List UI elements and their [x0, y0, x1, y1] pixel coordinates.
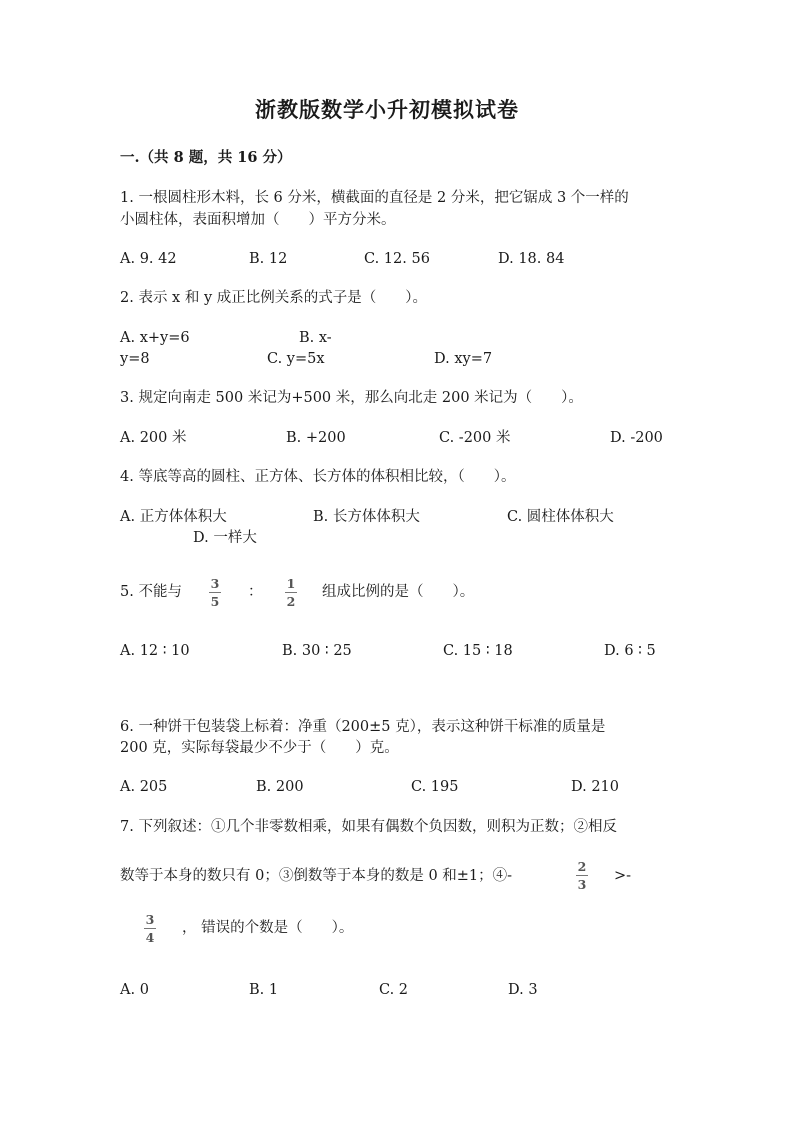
question-3-stem: 3. 规定向南走 500 米记为+500 米，那么向北走 200 米记为（ ）。	[120, 390, 583, 406]
question-7-greater-than: >-	[614, 868, 632, 884]
question-5-prefix: 5. 不能与	[120, 584, 182, 600]
question-7-line-3: ， 错误的个数是（ ）。	[182, 920, 354, 936]
question-7-option-a: A. 0	[120, 982, 149, 998]
fraction-numerator: 3	[210, 576, 220, 591]
fraction-bar	[144, 928, 156, 929]
question-6-option-c: C. 195	[411, 779, 459, 795]
question-4-option-d: D. 一样大	[193, 530, 257, 546]
fraction-denominator: 3	[577, 877, 587, 892]
question-2-option-d: D. xy=7	[434, 351, 493, 367]
question-3-option-d: D. -200	[610, 430, 663, 446]
question-1-option-a: A. 9. 42	[120, 251, 177, 267]
question-2-option-b-part-2: y=8	[120, 351, 150, 367]
fraction-bar	[576, 875, 588, 876]
question-2-option-a: A. x+y=6	[120, 330, 190, 346]
question-1-option-d: D. 18. 84	[498, 251, 565, 267]
fraction-denominator: 4	[145, 930, 155, 945]
fraction-bar	[209, 592, 221, 593]
question-7-line-1: 7. 下列叙述：①几个非零数相乘，如果有偶数个负因数，则积为正数；②相反	[120, 819, 617, 835]
question-7-option-d: D. 3	[508, 982, 538, 998]
question-2-stem: 2. 表示 x 和 y 成正比例关系的式子是（ ）。	[120, 290, 427, 306]
question-6-line-1: 6. 一种饼干包装袋上标着：净重（200±5 克），表示这种饼干标准的质量是	[120, 719, 606, 735]
question-1-line-1: 1. 一根圆柱形木料，长 6 分米，横截面的直径是 2 分米，把它锯成 3 个一样的	[120, 190, 629, 206]
question-7-option-c: C. 2	[379, 982, 409, 998]
question-3-option-b: B. +200	[286, 430, 346, 446]
question-5-colon: ：	[248, 584, 263, 600]
question-6-option-b: B. 200	[256, 779, 304, 795]
question-4-option-c: C. 圆柱体体积大	[507, 509, 614, 525]
fraction-numerator: 1	[286, 576, 296, 591]
fraction-numerator: 2	[577, 859, 587, 874]
question-3-option-c: C. -200 米	[439, 430, 511, 446]
question-6-line-2: 200 克，实际每袋最少不少于（ ）克。	[120, 740, 399, 756]
question-1-option-b: B. 12	[249, 251, 288, 267]
page-title: 浙教版数学小升初模拟试卷	[255, 97, 519, 122]
question-4-option-b: B. 长方体体积大	[313, 509, 420, 525]
question-3-option-a: A. 200 米	[120, 430, 187, 446]
question-5-option-a: A. 12 ∶ 10	[120, 643, 190, 659]
section-heading: 一.（共 8 题，共 16 分）	[120, 149, 292, 166]
fraction-bar	[285, 592, 297, 593]
fraction-denominator: 5	[210, 594, 220, 609]
question-7-fraction-2	[144, 912, 156, 945]
question-7-option-b: B. 1	[249, 982, 279, 998]
question-5-option-d: D. 6 ∶ 5	[604, 643, 656, 659]
question-5-option-c: C. 15 ∶ 18	[443, 643, 513, 659]
question-7-line-2: 数等于本身的数只有 0；③倒数等于本身的数是 0 和±1；④-	[120, 868, 513, 884]
fraction-numerator: 3	[145, 912, 155, 927]
question-2-option-c: C. y=5x	[267, 351, 325, 367]
question-4-stem: 4. 等底等高的圆柱、正方体、长方体的体积相比较，（ ）。	[120, 469, 516, 485]
question-1-option-c: C. 12. 56	[364, 251, 430, 267]
question-5-suffix: 组成比例的是（ ）。	[322, 584, 475, 600]
question-2-option-b-part-1: B. x-	[299, 330, 332, 346]
question-6-option-d: D. 210	[571, 779, 620, 795]
question-5-fraction-2	[285, 576, 297, 609]
question-5-option-b: B. 30 ∶ 25	[282, 643, 352, 659]
question-7-fraction-1	[576, 859, 588, 892]
question-4-option-a: A. 正方体体积大	[120, 509, 227, 525]
question-5-fraction-1	[209, 576, 221, 609]
fraction-denominator: 2	[286, 594, 296, 609]
question-6-option-a: A. 205	[120, 779, 168, 795]
question-1-line-2: 小圆柱体，表面积增加（ ）平方分米。	[120, 212, 396, 228]
